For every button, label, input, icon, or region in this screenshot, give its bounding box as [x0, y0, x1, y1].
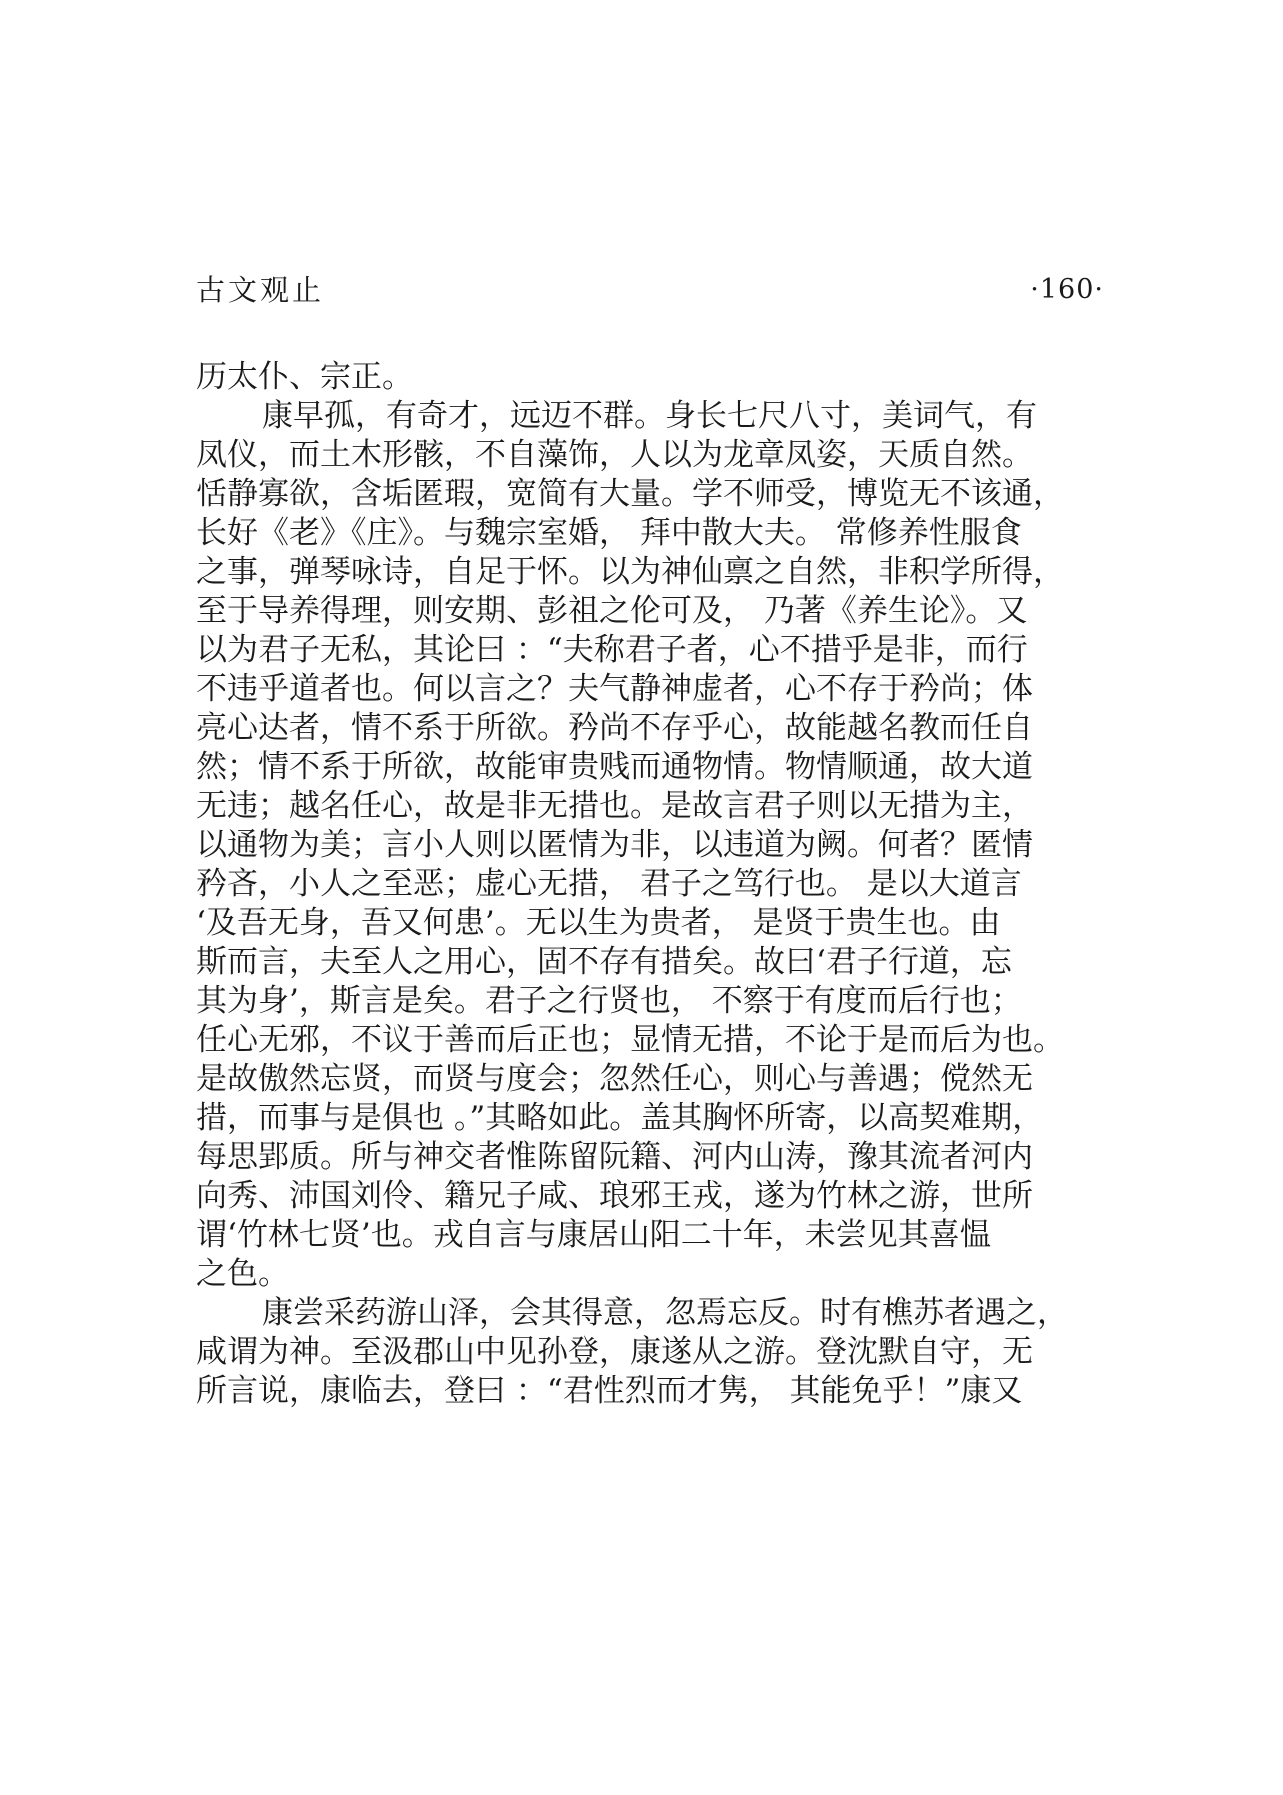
- text-line: ‘及吾无身，吾又何患’。无以生为贵者， 是贤于贵生也。由: [196, 905, 1001, 941]
- text-line: 恬静寡欲，含垢匿瑕，宽简有大量。学不师受，博览无不该通，: [196, 476, 1064, 512]
- text-line: 之事，弹琴咏诗，自足于怀。以为神仙禀之自然，非积学所得，: [196, 554, 1064, 590]
- text-line: 康尝采药游山泽，会其得意，忽焉忘反。时有樵苏者遇之，: [262, 1295, 1068, 1331]
- text-line: 每思郢质。所与神交者惟陈留阮籍、河内山涛，豫其流者河内: [196, 1139, 1033, 1175]
- body-text: [196, 358, 1108, 1411]
- page-header: [196, 268, 1104, 312]
- text-line: 不违乎道者也。何以言之？夫气静神虚者，心不存于矜尚；体: [196, 671, 1033, 707]
- text-line: 所言说，康临去，登曰 ：“君性烈而才隽， 其能免乎！”康又: [196, 1373, 1023, 1409]
- text-line: 斯而言，夫至人之用心，固不存有措矣。故曰‘君子行道，忘: [196, 944, 1012, 980]
- text-line: 无违；越名任心，故是非无措也。是故言君子则以无措为主，: [196, 788, 1033, 824]
- text-line: 向秀、沛国刘伶、籍兄子咸、琅邪王戎，遂为竹林之游，世所: [196, 1178, 1033, 1214]
- text-line: 凤仪，而土木形骸，不自藻饰，人以为龙章凤姿，天质自然。: [196, 437, 1033, 473]
- text-line: 历太仆、宗正。: [196, 359, 413, 395]
- text-line: 是故傲然忘贤，而贤与度会；忽然任心，则心与善遇；傥然无: [196, 1061, 1033, 1097]
- page-number: ·160·: [1030, 274, 1104, 305]
- text-line: 然；情不系于所欲，故能审贵贱而通物情。物情顺通，故大道: [196, 749, 1033, 785]
- text-line: 矜吝，小人之至恶；虚心无措， 君子之笃行也。 是以大道言: [196, 866, 1022, 902]
- text-line: 以通物为美；言小人则以匿情为非，以违道为阙。何者？匿情: [196, 827, 1033, 863]
- text-line: 至于导养得理，则安期、彭祖之伦可及， 乃著《养生论》。又: [196, 593, 1028, 629]
- text-line: 亮心达者，情不系于所欲。矜尚不存乎心，故能越名教而任自: [196, 710, 1033, 746]
- text-line: 之色。: [196, 1256, 289, 1292]
- text-line: 咸谓为神。至汲郡山中见孙登，康遂从之游。登沈默自守，无: [196, 1334, 1033, 1370]
- text-line: 长好《老》《庄》。与魏宗室婚， 拜中散大夫。 常修养性服食: [196, 515, 1022, 551]
- book-title: 古文观止: [196, 273, 325, 307]
- text-line: 任心无邪，不议于善而后正也；显情无措，不论于是而后为也。: [196, 1022, 1064, 1058]
- text-line: 措，而事与是俱也 。”其略如此。盖其胸怀所寄，以高契难期，: [196, 1100, 1044, 1136]
- text-line: 其为身’，斯言是矣。君子之行贤也， 不察于有度而后行也；: [196, 983, 1022, 1019]
- text-line: 以为君子无私，其论曰 ：“夫称君子者，心不措乎是非，而行: [196, 632, 1028, 668]
- text-line: 康早孤，有奇才，远迈不群。身长七尺八寸，美词气，有: [262, 398, 1037, 434]
- text-line: 谓‘竹林七贤’也。戎自言与康居山阳二十年，未尝见其喜愠: [196, 1217, 991, 1253]
